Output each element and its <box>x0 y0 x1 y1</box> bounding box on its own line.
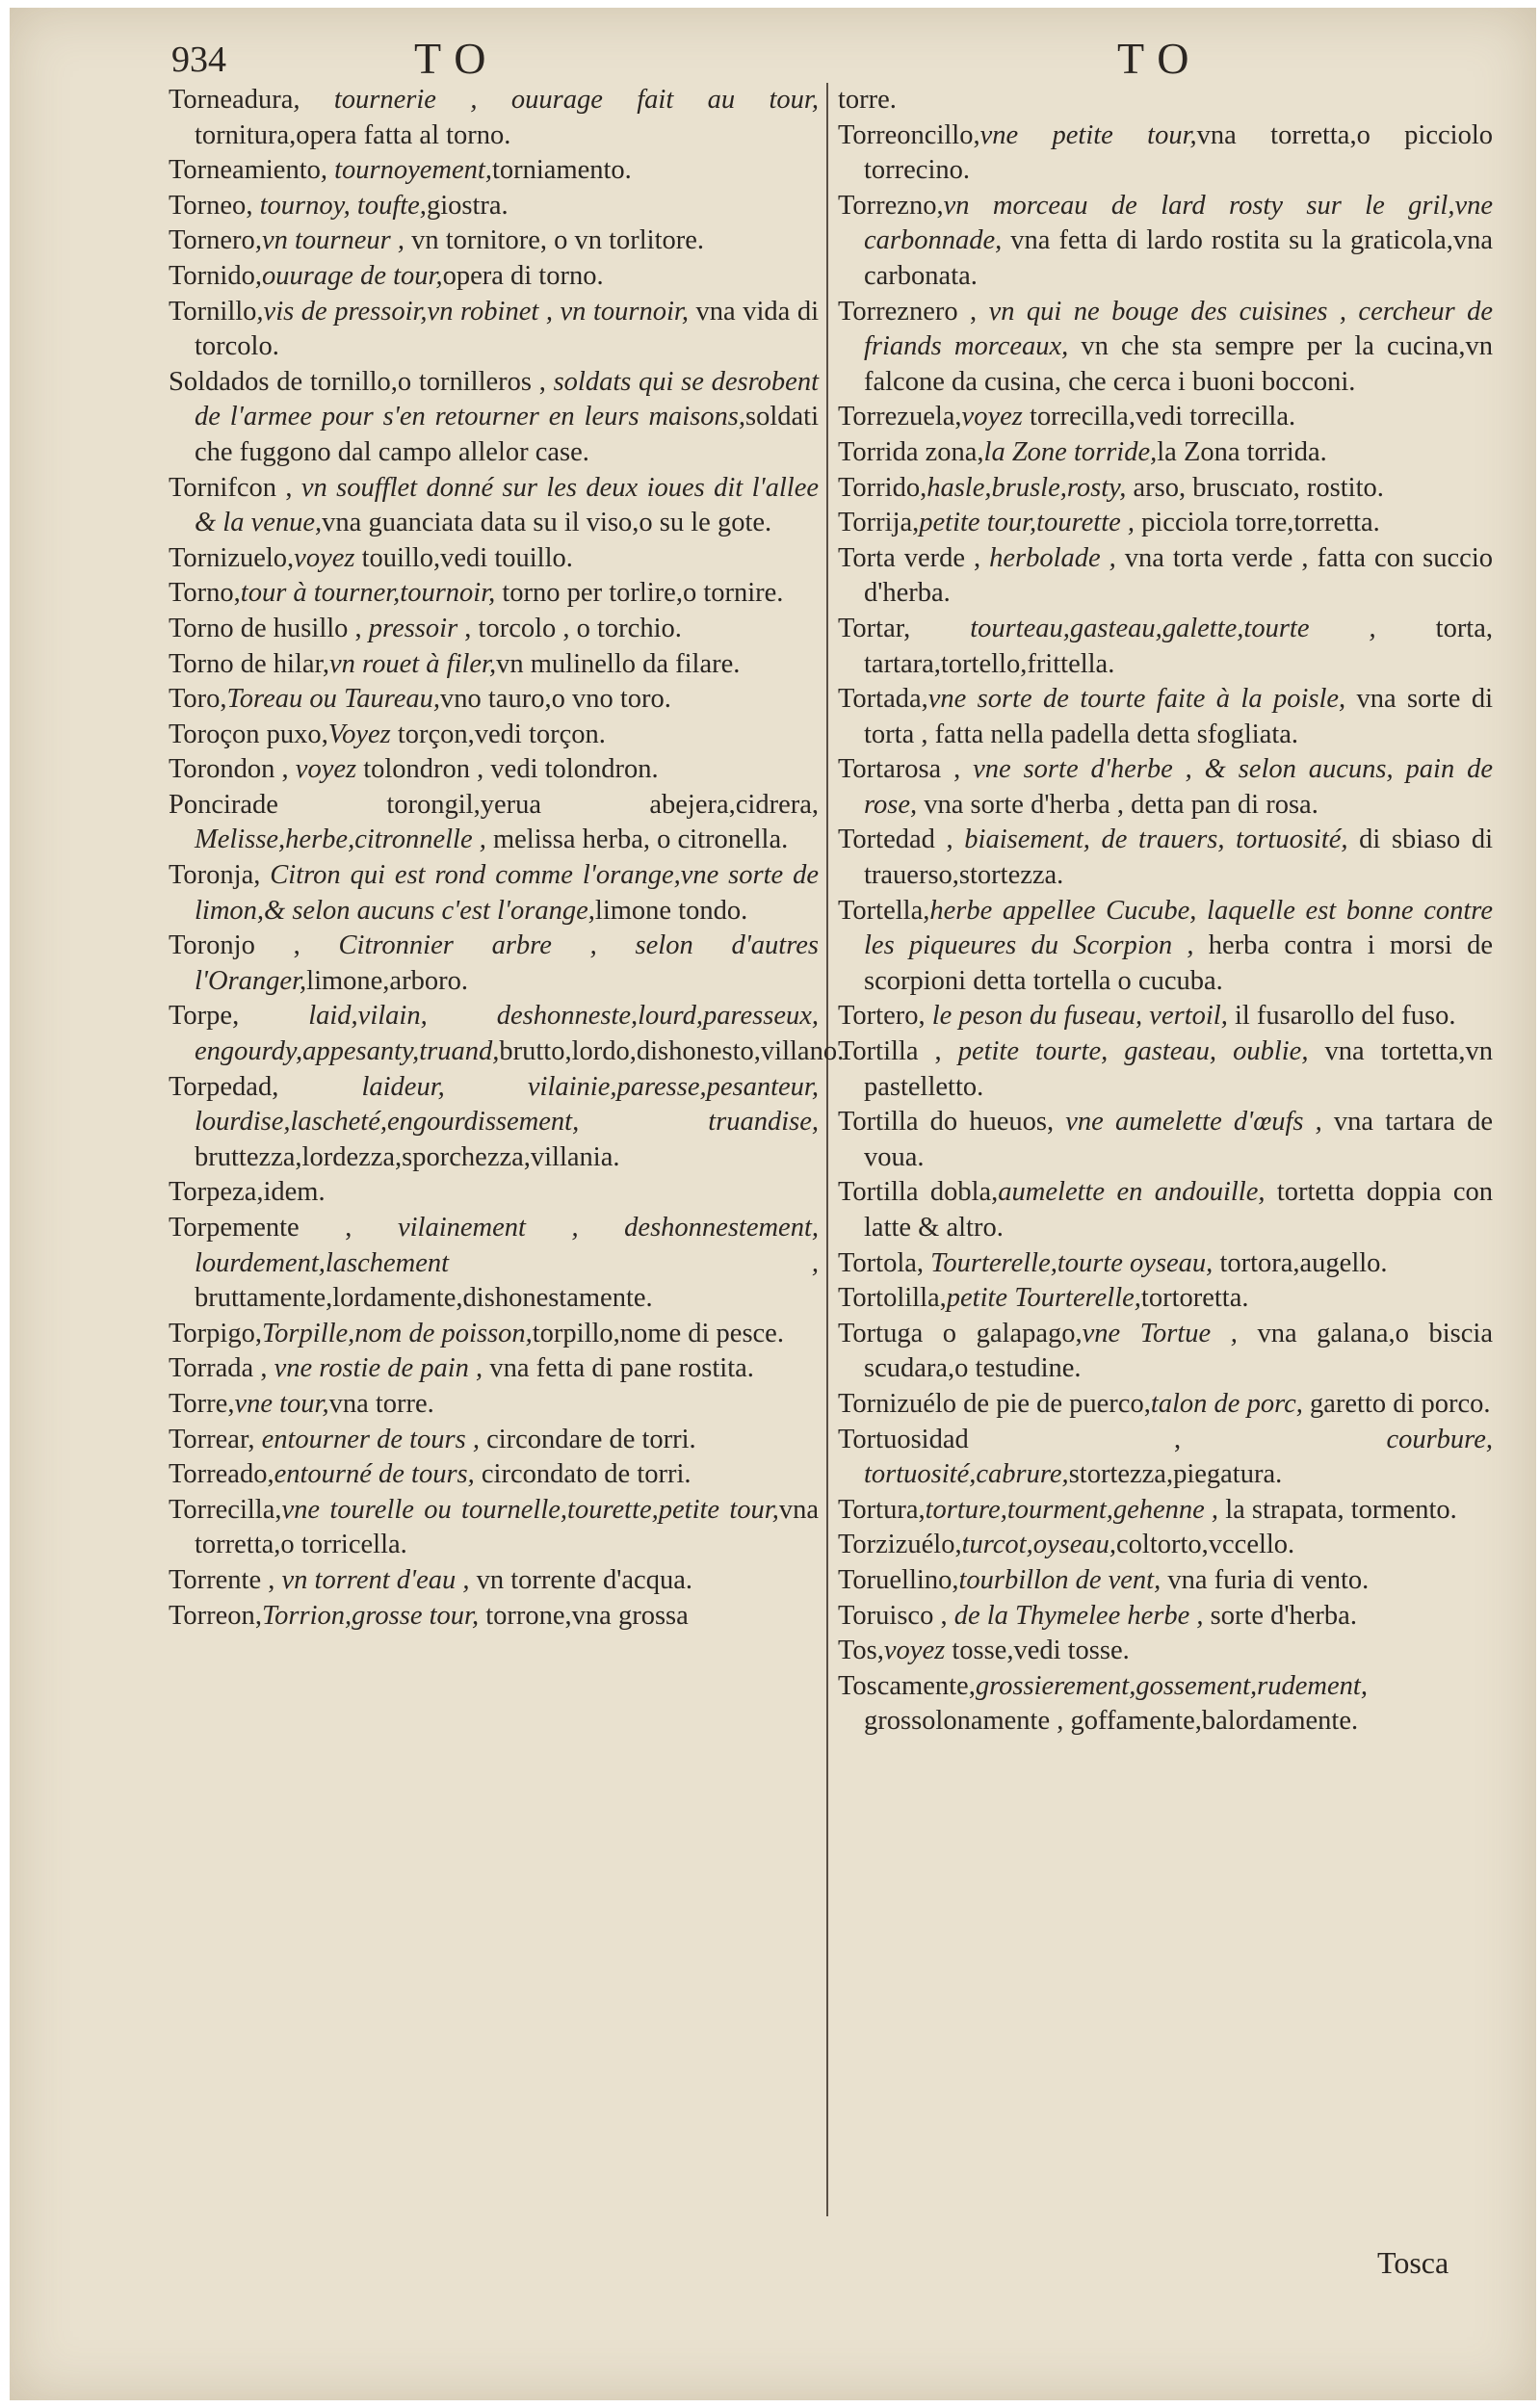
dictionary-entry <box>169 1175 819 1211</box>
entry-text: , <box>220 684 227 715</box>
dictionary-entry <box>169 365 819 471</box>
entry-text: , <box>253 860 271 891</box>
entry-headword: Torpe <box>169 1001 233 1032</box>
entry-text: touillo,vedi touillo. <box>354 542 573 573</box>
french-gloss: tour à tourner,tournoir, <box>240 578 496 609</box>
entry-text: , <box>321 719 328 749</box>
dictionary-entry <box>169 1457 819 1493</box>
entry-text: , <box>272 1071 362 1102</box>
entry-text: , <box>939 1283 947 1314</box>
dictionary-entry <box>169 471 819 541</box>
french-gloss: ,vn tourneur , <box>254 225 405 256</box>
entry-text: , <box>965 542 990 573</box>
dictionary-entry <box>838 1599 1493 1635</box>
french-gloss: le peson du fuseau, vertoil, <box>931 1001 1228 1032</box>
entry-text: , <box>299 1213 398 1243</box>
french-gloss: Voyez <box>327 719 391 749</box>
dictionary-entry <box>838 435 1493 471</box>
column-divider <box>826 83 828 2216</box>
dictionary-entry <box>169 929 819 999</box>
french-gloss: vn torrent d'eau , <box>281 1564 470 1595</box>
entry-text: opera di torno. <box>442 260 604 291</box>
entry-headword: Tos <box>838 1636 877 1666</box>
entry-text: , <box>991 1177 999 1208</box>
entry-headword: Tortilla dobla <box>838 1177 992 1208</box>
entry-text: vn che sta sempre per la cucina,vn falcone da cusina, che cerca i buoni bocconi. <box>864 331 1493 397</box>
french-gloss: vn rouet à filer, <box>329 648 497 679</box>
page-header <box>10 29 1536 87</box>
dictionary-entry <box>838 1105 1493 1175</box>
entry-headword: Tornido <box>169 260 255 291</box>
entry-headword: Torneamiento <box>169 155 321 186</box>
entry-text: , <box>952 1564 959 1595</box>
entry-text: vna torretta,o torricella. <box>195 1494 819 1560</box>
entry-headword: Torrente <box>169 1564 262 1595</box>
french-gloss: vn morceau de lard rosty sur le gril,vne carbonnade, <box>864 190 1493 256</box>
entry-text: tortoretta. <box>1140 1283 1249 1314</box>
entry-text: torta, tartara,tortello,frittella. <box>864 613 1493 679</box>
entry-headword: Tortedad <box>838 824 935 855</box>
dictionary-entry <box>838 1175 1493 1245</box>
dictionary-entry <box>169 1387 819 1423</box>
entry-text: ,yerua abejera,cidrera, <box>473 789 819 820</box>
dictionary-entry <box>169 259 819 295</box>
french-gloss: de la Thymelee herbe , <box>953 1600 1204 1631</box>
entry-text: , <box>254 1318 262 1348</box>
french-gloss: vne aumelette d'œufs , <box>1065 1107 1322 1138</box>
entry-text: grossolonamente , goffamente,balordamente. <box>864 1706 1359 1737</box>
left-column <box>169 83 845 1634</box>
entry-headword: Tortar <box>838 613 904 643</box>
french-gloss: vne petite tour, <box>979 119 1197 150</box>
french-gloss: ,ouurage de tour, <box>254 260 443 291</box>
entry-headword: Toruellino <box>838 1564 953 1595</box>
entry-text: vn mulinello da filare. <box>496 648 741 679</box>
entry-text: , <box>920 472 927 503</box>
french-gloss: voyez <box>961 402 1023 432</box>
entry-headword: Soldados de tornillo,o tornilleros <box>169 366 532 397</box>
dictionary-entry <box>169 83 819 153</box>
entry-headword: Tortarosa <box>838 754 942 785</box>
entry-headword: Torrezuela <box>838 402 955 432</box>
dictionary-entry <box>838 612 1493 682</box>
entry-text: , <box>876 1636 884 1666</box>
french-gloss: vne tourelle ou tournelle,tourette,petite tour, <box>281 1494 779 1525</box>
entry-headword: Toronja <box>169 860 254 891</box>
entry-text: torrone,vna grossa <box>479 1600 689 1631</box>
dictionary-entry <box>169 295 819 365</box>
french-gloss: entourné de tours, <box>274 1459 475 1490</box>
french-gloss: aumelette en andouille, <box>998 1177 1266 1208</box>
french-gloss: voyez <box>295 754 357 785</box>
french-gloss: , tournoyement, <box>320 155 492 186</box>
entry-text: , <box>936 190 944 221</box>
dictionary-entry <box>169 223 819 259</box>
dictionary-entry <box>838 541 1493 612</box>
entry-headword: Toruisco <box>838 1600 934 1631</box>
dictionary-entry <box>169 576 819 612</box>
entry-text: , <box>348 613 369 643</box>
entry-text: vna tartara de voua. <box>864 1107 1493 1172</box>
entry-text: , <box>274 1494 282 1525</box>
page-number: 934 <box>171 39 226 80</box>
dictionary-entry <box>838 471 1493 507</box>
entry-headword: Torrear <box>169 1424 248 1454</box>
french-gloss: courbure, tortuosité,cabrure, <box>864 1424 1493 1490</box>
entry-headword: Tortola <box>838 1247 917 1278</box>
french-gloss: voyez <box>294 542 355 573</box>
dictionary-entry <box>169 1317 819 1352</box>
entry-headword: Toronjo <box>169 930 255 961</box>
entry-text: , <box>954 402 962 432</box>
entry-headword: Tortura <box>838 1494 919 1525</box>
french-gloss: laid,vilain, deshonneste,lourd,paresseux, engourdy,appesanty,truand, <box>195 1001 819 1067</box>
dictionary-entry <box>169 682 819 718</box>
entry-text: , <box>918 1494 926 1525</box>
entry-text: vna sorte d'herba , detta pan di rosa. <box>917 789 1318 820</box>
entry-headword: Torrido <box>838 472 921 503</box>
dictionary-entry <box>169 1563 819 1599</box>
entry-text: herba contra i morsi de scorpioni detta tortella o cucuba. <box>864 930 1493 996</box>
entry-text: tortetta doppia con latte & altro. <box>864 1177 1493 1243</box>
entry-headword: Torneadura <box>169 85 294 115</box>
entry-headword: Torreoncillo <box>838 119 974 150</box>
dictionary-entry <box>838 1669 1493 1740</box>
entry-text: garetto di porco. <box>1302 1388 1491 1419</box>
entry-text: vna torretta,o picciolo torrecino. <box>864 119 1493 186</box>
dictionary-entry <box>169 1070 819 1176</box>
french-gloss: vilainement , deshonnestement, lourdement,laschement , <box>195 1213 820 1278</box>
dictionary-entry <box>169 1493 819 1563</box>
entry-headword: Torneo <box>169 190 247 221</box>
french-gloss: biaisement, de trauers, tortuosité, <box>964 824 1348 855</box>
entry-text: , <box>1075 1318 1083 1348</box>
entry-text: limone tondo. <box>594 895 748 926</box>
entry-text: , <box>1047 1107 1066 1138</box>
entry-headword: Torondon <box>169 754 275 785</box>
dictionary-entry <box>169 647 819 683</box>
entry-text: vno tauro,o vno toro. <box>440 684 671 715</box>
entry-text: limone,arboro. <box>306 965 468 996</box>
dictionary-page <box>10 8 1536 2400</box>
entry-text: vna torre. <box>328 1388 434 1419</box>
dictionary-entry <box>169 999 845 1069</box>
entry-text: tornitura,opera fatta al torno. <box>195 119 511 150</box>
entry-headword: Torzizuélo <box>838 1530 955 1560</box>
french-gloss: Citronnier arbre , selon d'autres l'Oranger, <box>195 930 820 996</box>
entry-headword: Torreon <box>169 1600 255 1631</box>
dictionary-entry <box>838 1246 1493 1282</box>
dictionary-entry <box>838 1034 1493 1105</box>
french-gloss: vne sorte d'herbe , & selon aucuns, pain de rose, <box>864 754 1493 820</box>
entry-text: tosse,vedi tosse. <box>945 1636 1130 1666</box>
entry-text: torre. <box>838 85 897 115</box>
entry-headword: Tornifcon <box>169 472 276 503</box>
french-gloss: vne Tortue , <box>1082 1318 1238 1348</box>
dictionary-entry <box>838 1528 1493 1563</box>
entry-text: vna torta verde , fatta con succio d'herba. <box>864 542 1493 609</box>
dictionary-entry <box>838 118 1493 189</box>
entry-text: circondare de torri. <box>479 1424 696 1454</box>
entry-text: vna fetta di lardo rostita su la graticola,vna carbonata. <box>864 225 1493 291</box>
entry-headword: Tortada <box>838 684 922 715</box>
entry-headword: Toro <box>169 684 221 715</box>
entry-headword: Tornillo <box>169 296 257 327</box>
entry-text: melissa herba, o citronella. <box>485 824 789 855</box>
entry-text: bruttezza,lordezza,sporchezza,villania. <box>195 1141 620 1172</box>
dictionary-entry <box>838 1493 1493 1529</box>
french-gloss: Tourterelle,tourte oyseau, <box>930 1247 1214 1278</box>
dictionary-entry <box>169 153 819 189</box>
entry-headword: Tortilla <box>838 1036 919 1067</box>
dictionary-entry <box>169 752 819 788</box>
dictionary-entry <box>838 506 1493 541</box>
french-gloss: soldats qui se desrobent de l'armee pour s'en retourner en leurs maisons, <box>195 366 819 432</box>
dictionary-entry <box>169 1211 819 1317</box>
entry-headword: Torpigo <box>169 1318 255 1348</box>
dictionary-entry <box>838 295 1493 401</box>
entry-text: , <box>957 296 989 327</box>
entry-headword: Tortero <box>838 1001 919 1032</box>
entry-text: sorte d'herba. <box>1203 1600 1357 1631</box>
entry-text: , <box>941 754 974 785</box>
entry-headword: Tortilla do hueuos <box>838 1107 1047 1138</box>
entry-headword: Tornero <box>169 225 255 256</box>
entry-text: circondato de torri. <box>474 1459 692 1490</box>
entry-headword: Torno de husillo <box>169 613 349 643</box>
entry-text: , <box>275 472 301 503</box>
dictionary-entry <box>838 1281 1493 1317</box>
entry-headword: Tortolilla <box>838 1283 940 1314</box>
entry-headword: Torrezno <box>838 190 937 221</box>
french-gloss: vne rostie de pain , <box>274 1353 483 1384</box>
entry-headword: Torpemente <box>169 1213 300 1243</box>
dictionary-entry <box>169 189 819 224</box>
right-column <box>838 83 1493 1740</box>
entry-headword: Toroçon puxo <box>169 719 322 749</box>
entry-headword: Tortuga o galapago <box>838 1318 1076 1348</box>
entry-text: , <box>227 1388 235 1419</box>
french-gloss: Melisse,herbe,citronnelle , <box>195 824 486 855</box>
entry-text: ,idem. <box>256 1177 326 1208</box>
entry-headword: Torreado <box>169 1459 268 1490</box>
french-gloss: Torrion,grosse tour, <box>261 1600 480 1631</box>
french-gloss: vne tour, <box>234 1388 329 1419</box>
entry-text: vna furia di vento. <box>1161 1564 1370 1595</box>
entry-text: stortezza,piegatura. <box>1068 1459 1283 1490</box>
dictionary-entry <box>838 894 1493 1000</box>
entry-headword: Torrija <box>838 508 913 538</box>
entry-headword: Torno <box>169 578 234 609</box>
dictionary-entry <box>838 1317 1493 1387</box>
french-gloss: Toreau ou Taureau, <box>226 684 441 715</box>
entry-text: il fusarollo del fuso. <box>1227 1001 1456 1032</box>
entry-text: , <box>918 1036 958 1067</box>
entry-text: tolondron , vedi tolondron. <box>356 754 659 785</box>
entry-text: la Zona torrida. <box>1157 436 1327 467</box>
dictionary-entry <box>169 1599 819 1635</box>
entry-text: arso, bruscıato, rostito. <box>1126 472 1384 503</box>
dictionary-entry <box>838 83 1493 118</box>
french-gloss: turcot,oyseau, <box>961 1530 1116 1560</box>
entry-text: , <box>903 613 971 643</box>
entry-text: la strapata, tormento. <box>1218 1494 1457 1525</box>
french-gloss: hasle,brusle,rosty, <box>927 472 1127 503</box>
entry-text: , <box>246 190 260 221</box>
entry-text: , <box>918 1001 932 1032</box>
dictionary-entry <box>169 788 819 858</box>
entry-headword: Torno de hilar <box>169 648 323 679</box>
entry-headword: Toscamente <box>838 1670 969 1701</box>
entry-text: , <box>248 1424 262 1454</box>
entry-text: , <box>916 1247 931 1278</box>
entry-text: , torcolo , o torchio. <box>457 613 682 643</box>
french-gloss: vn qui ne bouge des cuisines , cercheur de friands morceaux, <box>864 296 1493 362</box>
dictionary-entry <box>169 541 819 577</box>
dictionary-entry <box>838 400 1493 435</box>
entry-text: , <box>232 1001 309 1032</box>
french-gloss: petite tourte, gasteau, oublie, <box>957 1036 1309 1067</box>
entry-text: torno per torlire,o tornire. <box>495 578 784 609</box>
entry-headword: Tornizuelo <box>169 542 288 573</box>
entry-headword: Torrida zona <box>838 436 978 467</box>
entry-text: giostra. <box>426 190 509 221</box>
french-gloss: entourner de tours , <box>261 1424 480 1454</box>
entry-text: , <box>973 119 980 150</box>
entry-headword: Tornizuélo de pie de puerco <box>838 1388 1144 1419</box>
entry-headword: Torre <box>169 1388 228 1419</box>
dictionary-entry <box>838 999 1493 1034</box>
french-gloss: herbolade , <box>989 542 1116 573</box>
entry-text: coltorto,vccello. <box>1116 1530 1295 1560</box>
french-gloss: Citron qui est rond comme l'orange,vne sorte de limon,& selon aucuns c'est l'orange, <box>195 860 820 926</box>
dictionary-entry <box>169 718 819 753</box>
french-gloss: ,vis de pressoir,vn robinet , vn tournoir, <box>256 296 689 327</box>
entry-text: , <box>968 1424 1387 1454</box>
french-gloss: petite Tourterelle, <box>946 1283 1141 1314</box>
french-gloss: tourbillon de vent, <box>958 1564 1162 1595</box>
entry-text: , <box>532 366 554 397</box>
dictionary-entry <box>169 1351 819 1387</box>
entry-text: vna fetta di pane rostita. <box>483 1353 754 1384</box>
dictionary-entry <box>838 823 1493 893</box>
dictionary-entry <box>838 1423 1493 1493</box>
dictionary-entry <box>838 682 1493 752</box>
french-gloss: , tournerie , ouurage fait au tour, <box>293 85 819 115</box>
french-gloss: pressoir <box>368 613 458 643</box>
entry-text: vna galana,o biscia scudara,o testudine. <box>864 1318 1493 1384</box>
dictionary-entry <box>838 1387 1493 1423</box>
entry-text: brutto,lordo,dishonesto,villano. <box>499 1036 845 1067</box>
dictionary-entry <box>169 612 819 647</box>
entry-text: , <box>1143 1388 1151 1419</box>
french-gloss: grossierement,gossement,rudement, <box>975 1670 1368 1701</box>
french-gloss: torture,tourment,gehenne , <box>925 1494 1219 1525</box>
catchword: Tosca <box>1377 2245 1449 2280</box>
entry-text: , <box>968 1670 976 1701</box>
entry-text: vn torrente d'acqua. <box>469 1564 692 1595</box>
entry-headword: Tortella <box>838 895 924 926</box>
entry-text: , <box>287 542 295 573</box>
entry-text: vna sorte di torta , fatta nella padella detta sfogliata. <box>864 684 1494 749</box>
entry-text: di sbiaso di trauerso,stortezza. <box>864 824 1493 891</box>
french-gloss: tournoy, toufte, <box>259 190 427 221</box>
entry-headword: Tortuosidad <box>838 1424 969 1454</box>
entry-text: , <box>253 1353 274 1384</box>
entry-text: , <box>233 578 241 609</box>
entry-text: , <box>274 754 296 785</box>
entry-text: , <box>921 684 928 715</box>
french-gloss: tourteau,gasteau,galette,tourte , <box>970 613 1376 643</box>
entry-text: , <box>934 824 965 855</box>
entry-text: vna guanciata data su il viso,o su le gote. <box>322 508 772 538</box>
entry-text: , <box>923 895 930 926</box>
french-gloss: vn soufflet donné sur les deux ioues dit l'allee & la venue, <box>195 472 819 538</box>
entry-text: torçon,vedi torçon. <box>390 719 606 749</box>
dictionary-entry <box>169 1423 819 1458</box>
entry-text: tortora,augello. <box>1213 1247 1388 1278</box>
entry-text: torpillo,nome di pesce. <box>532 1318 784 1348</box>
dictionary-entry <box>838 189 1493 295</box>
entry-text: torniamento. <box>491 155 632 186</box>
french-gloss: laideur, vilainie,paresse,pesanteur, lourdise,lascheté,engourdissement, truandise, <box>195 1071 819 1138</box>
running-head-right: TO <box>1117 34 1203 83</box>
entry-headword: Torta verde <box>838 542 965 573</box>
entry-text: , <box>977 436 984 467</box>
french-gloss: petite tour,tourette , <box>919 508 1135 538</box>
entry-headword: Poncirade torongil <box>169 789 474 820</box>
entry-text: vna tortetta,vn pastelletto. <box>864 1036 1494 1102</box>
entry-text: bruttamente,lordamente,dishonestamente. <box>195 1283 653 1314</box>
french-gloss: la Zone torride, <box>983 436 1158 467</box>
entry-text: vna vida di torcolo. <box>195 296 820 362</box>
entry-text: , <box>254 930 339 961</box>
french-gloss: Torpille,nom de poisson, <box>261 1318 533 1348</box>
entry-headword: Torrecilla <box>169 1494 275 1525</box>
dictionary-entry <box>838 752 1493 823</box>
entry-headword: Torreznero <box>838 296 958 327</box>
dictionary-entry <box>169 858 819 929</box>
entry-text: , <box>933 1600 954 1631</box>
entry-text: torrecilla,vedi torrecilla. <box>1022 402 1296 432</box>
french-gloss: talon de porc, <box>1150 1388 1303 1419</box>
entry-headword: Torpedad <box>169 1071 273 1102</box>
entry-text: soldati che fuggono dal campo allelor case. <box>195 402 819 467</box>
french-gloss: herbe appellee Cucube, laquelle est bonne contre les piqueures du Scorpion , <box>864 895 1493 961</box>
entry-text: picciola torre,torretta. <box>1135 508 1380 538</box>
entry-text: vn tornitore, o vn torlitore. <box>404 225 705 256</box>
french-gloss: voyez <box>883 1636 946 1666</box>
dictionary-entry <box>838 1563 1493 1599</box>
entry-text: , <box>322 648 330 679</box>
entry-text: , <box>254 1600 262 1631</box>
entry-text: , <box>912 508 920 538</box>
entry-headword: Torrada <box>169 1353 254 1384</box>
entry-text: , <box>267 1459 274 1490</box>
dictionary-entry <box>838 1634 1493 1669</box>
entry-headword: Torpeza <box>169 1177 257 1208</box>
entry-text: , <box>261 1564 282 1595</box>
entry-text: , <box>954 1530 962 1560</box>
french-gloss: vne sorte de tourte faite à la poisle, <box>927 684 1346 715</box>
running-head-left: TO <box>414 34 500 83</box>
